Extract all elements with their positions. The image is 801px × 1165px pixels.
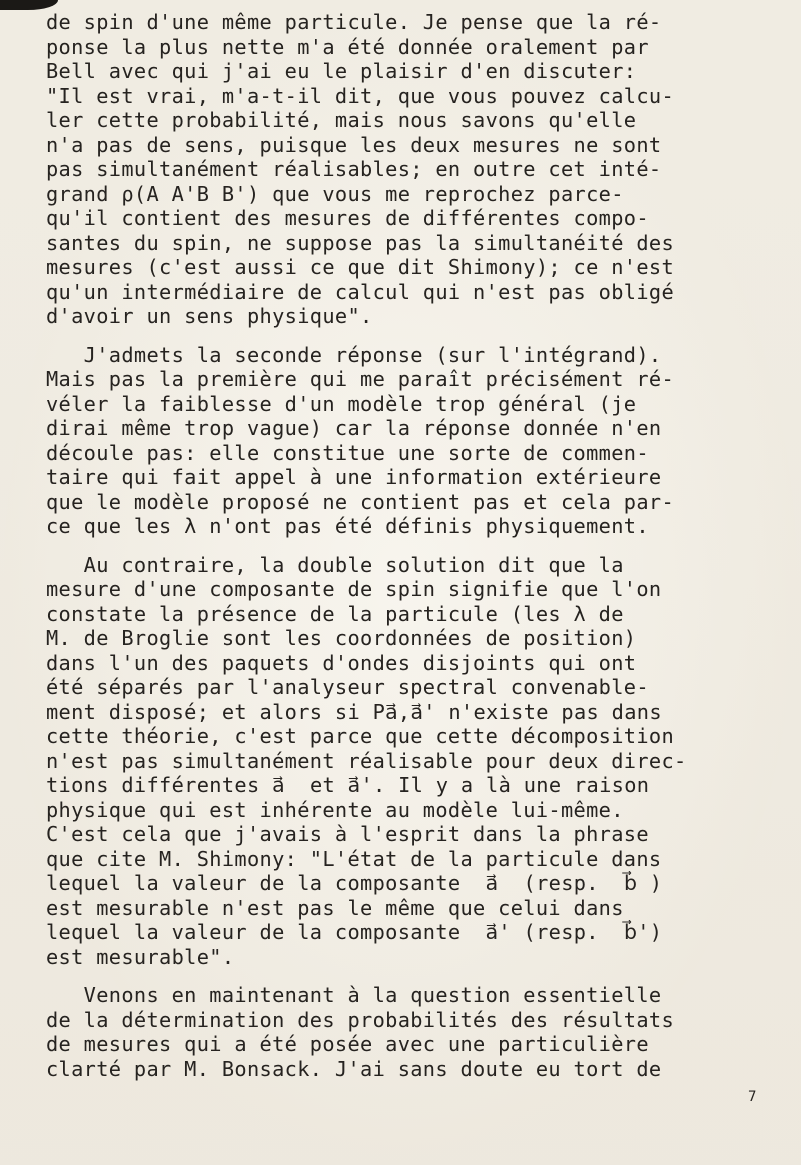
text-line: tions différentes a⃗ et a⃗'. Il y a là une raison xyxy=(46,773,650,797)
text-line: véler la faiblesse d'un modèle trop général (je xyxy=(46,391,637,416)
text-line: lequel la valeur de la composante a⃗' (resp. b⃗') xyxy=(46,920,663,944)
text-line: dirai même trop vague) car la réponse donnée n'en xyxy=(46,416,662,440)
text-line: santes du spin, ne suppose pas la simultanéité des xyxy=(46,230,675,255)
paragraph-gap xyxy=(46,969,766,983)
text-line: ce que les λ n'ont pas été définis physiquement. xyxy=(46,514,649,538)
text-line: C'est cela que j'avais à l'esprit dans la phrase xyxy=(46,822,649,846)
text-line: ler cette probabilité, mais nous savons qu'elle xyxy=(46,108,637,132)
text-line: "Il est vrai, m'a-t-il dit, que vous pouvez calcu- xyxy=(46,83,675,108)
text-line: est mesurable". xyxy=(46,944,235,969)
text-line: cette théorie, c'est parce que cette décomposition xyxy=(46,724,675,748)
text-line: Bell avec qui j'ai eu le plaisir d'en discuter: xyxy=(46,59,637,83)
page-number: 7 xyxy=(748,1089,757,1105)
text-line: de la détermination des probabilités des résultats xyxy=(46,1007,675,1032)
text-line: clarté par M. Bonsack. J'ai sans doute eu tort de xyxy=(46,1056,662,1081)
text-line: lequel la valeur de la composante a⃗ (resp. b⃗ ) xyxy=(46,871,663,895)
text-line: de mesures qui a été posée avec une particulière xyxy=(46,1032,649,1056)
text-line: qu'un intermédiaire de calcul qui n'est pas obligé xyxy=(46,279,675,304)
text-line: est mesurable n'est pas le même que celui dans xyxy=(46,895,624,920)
text-line: dans l'un des paquets d'ondes disjoints qui ont xyxy=(46,650,637,675)
text-line: Mais pas la première qui me paraît précisément ré- xyxy=(46,367,675,391)
text-line: que cite M. Shimony: "L'état de la particule dans xyxy=(46,846,662,871)
text-line: découle pas: elle constitue une sorte de commen- xyxy=(46,440,649,465)
typed-text-block xyxy=(46,10,766,1081)
text-line: ponse la plus nette m'a été donnée oralement par xyxy=(46,34,649,59)
text-line: Au contraire, la double solution dit que la xyxy=(46,552,624,577)
text-line: J'admets la seconde réponse (sur l'intégrand). xyxy=(46,342,662,367)
text-line: n'est pas simultanément réalisable pour deux direc- xyxy=(46,748,687,773)
text-line: physique qui est inhérente au modèle lui-même. xyxy=(46,797,624,822)
text-line: constate la présence de la particule (les λ de xyxy=(46,601,624,626)
text-line: mesures (c'est aussi ce que dit Shimony); ce n'est xyxy=(46,255,675,279)
text-line: d'avoir un sens physique". xyxy=(46,304,373,328)
text-line: qu'il contient des mesures de différentes compo- xyxy=(46,206,649,230)
text-line: Venons en maintenant à la question essentielle xyxy=(46,983,662,1007)
text-line: ment disposé; et alors si Pa⃗,a⃗' n'existe pas dans xyxy=(46,699,662,724)
text-line: grand ρ(A A'B B') que vous me reprochez parce- xyxy=(46,181,624,206)
text-line: été séparés par l'analyseur spectral convenable- xyxy=(46,675,649,699)
text-line: mesure d'une composante de spin signifie que l'on xyxy=(46,577,662,601)
text-line: M. de Broglie sont les coordonnées de position) xyxy=(46,626,637,650)
text-line: que le modèle proposé ne contient pas et cela par- xyxy=(46,489,675,514)
paragraph-gap xyxy=(46,539,766,553)
text-line: n'a pas de sens, puisque les deux mesures ne sont xyxy=(46,132,662,157)
text-line: de spin d'une même particule. Je pense que la ré- xyxy=(46,10,662,34)
scan-corner-shadow xyxy=(0,0,58,10)
text-line: taire qui fait appel à une information extérieure xyxy=(46,465,662,489)
text-line: pas simultanément réalisables; en outre cet inté- xyxy=(46,157,662,181)
paragraph-gap xyxy=(46,329,766,343)
